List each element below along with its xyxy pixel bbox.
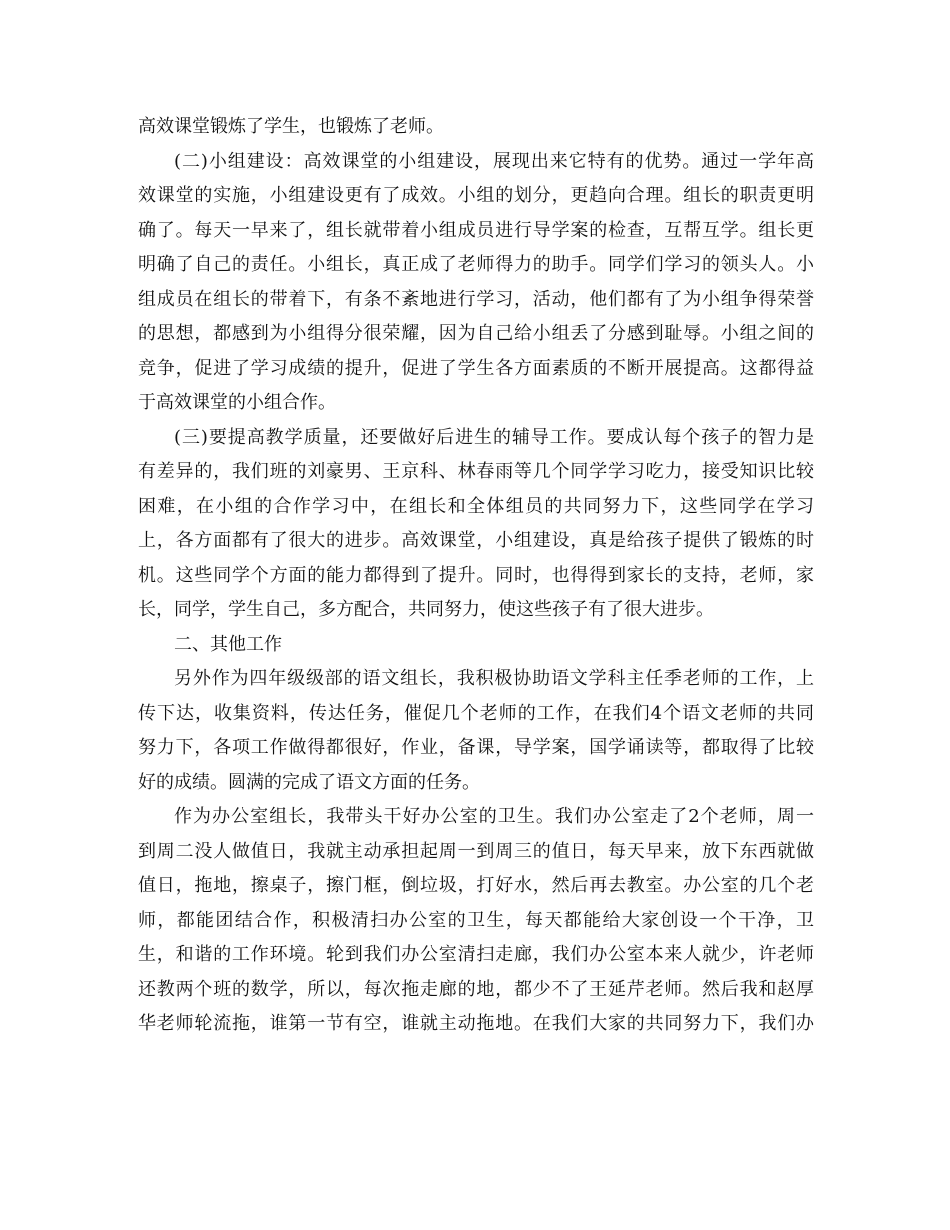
text-line: 困难，在小组的合作学习中，在组长和全体组员的共同努力下，这些同学在学习 [138, 495, 814, 517]
text-line: 二、其他工作 [174, 633, 282, 655]
text-line: 高效课堂锻炼了学生，也锻炼了老师。 [138, 116, 444, 137]
text-line: 上，各方面都有了很大的进步。高效课堂，小组建设，真是给孩子提供了锻炼的时 [138, 530, 814, 551]
text-line: 生，和谐的工作环境。轮到我们办公室清扫走廊，我们办公室本来人就少，许老师 [138, 944, 814, 965]
text-line: 值日，拖地，擦桌子，擦门框，倒垃圾，打好水，然后再去教室。办公室的几个老 [138, 875, 814, 896]
text-line: 有差异的，我们班的刘豪男、王京科、林春雨等几个同学学习吃力，接受知识比较 [138, 461, 814, 482]
text-line: 的思想，都感到为小组得分很荣耀，因为自己给小组丢了分感到耻辱。小组之间的 [138, 323, 814, 344]
text-line: 机。这些同学个方面的能力都得到了提升。同时，也得得到家长的支持，老师，家 [138, 564, 814, 586]
text-line: 到周二没人做值日，我就主动承担起周一到周三的值日，每天早来，放下东西就做 [138, 840, 814, 862]
document-body [138, 110, 814, 1042]
text-line: 华老师轮流拖，谁第一节有空，谁就主动拖地。在我们大家的共同努力下，我们办 [138, 1013, 814, 1034]
text-line: 努力下，各项工作做得都很好，作业，备课，导学案，国学诵读等，都取得了比较 [138, 737, 814, 758]
text-line: 还教两个班的数学，所以，每次拖走廊的地，都少不了王延芹老师。然后我和赵厚 [138, 978, 814, 1000]
text-line: 另外作为四年级级部的语文组长，我积极协助语文学科主任季老师的工作，上 [174, 668, 814, 689]
text-line: 竞争，促进了学习成绩的提升，促进了学生各方面素质的不断开展提高。这都得益 [138, 357, 814, 379]
text-line: (三)要提高教学质量，还要做好后进生的辅导工作。要成认每个孩子的智力是 [174, 426, 814, 448]
text-line: 效课堂的实施，小组建设更有了成效。小组的划分，更趋向合理。组长的职责更明 [138, 185, 814, 206]
text-line: 确了。每天一早来了，组长就带着小组成员进行导学案的检查，互帮互学。组长更 [138, 219, 814, 241]
text-line: 长，同学，学生自己，多方配合，共同努力，使这些孩子有了很大进步。 [138, 599, 714, 620]
text-line: 好的成绩。圆满的完成了语文方面的任务。 [138, 771, 480, 793]
text-line: 明确了自己的责任。小组长，真正成了老师得力的助手。同学们学习的领头人。小 [138, 254, 814, 275]
text-line: 组成员在组长的带着下，有条不紊地进行学习，活动，他们都有了为小组争得荣誉 [138, 288, 814, 310]
text-line: 于高效课堂的小组合作。 [138, 392, 336, 413]
text-line: 师，都能团结合作，积极清扫办公室的卫生，每天都能给大家创设一个干净，卫 [138, 909, 814, 931]
text-line: 传下达，收集资料，传达任务，催促几个老师的工作，在我们4个语文老师的共同 [138, 702, 814, 724]
text-line: 作为办公室组长，我带头干好办公室的卫生。我们办公室走了2个老师，周一 [174, 806, 814, 827]
text-line: (二)小组建设：高效课堂的小组建设，展现出来它特有的优势。通过一学年高 [174, 150, 814, 172]
